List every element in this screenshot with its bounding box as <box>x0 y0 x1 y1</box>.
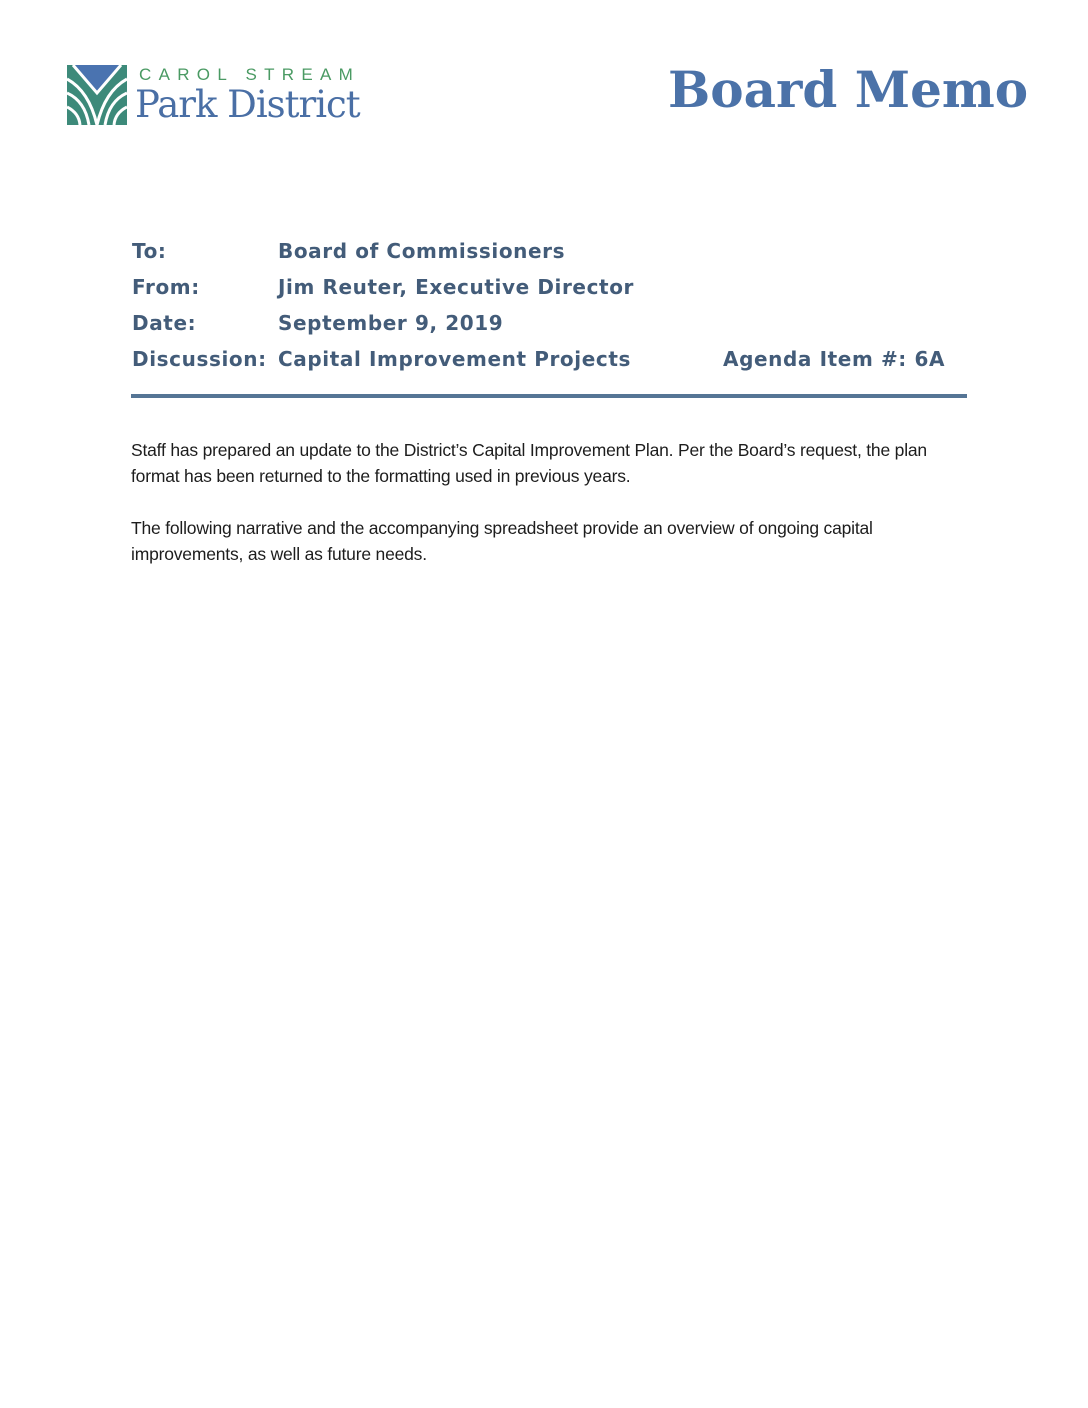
header-label: Date: <box>132 311 197 335</box>
header-label: From: <box>132 275 200 299</box>
agenda-item-number: Agenda Item #: 6A <box>723 347 946 371</box>
logo-org-name-small: CAROL STREAM <box>139 65 361 84</box>
memo-title: Board Memo <box>668 60 1029 119</box>
header-label: To: <box>132 239 167 263</box>
header-divider <box>131 394 967 398</box>
body-paragraph: The following narrative and the accompanying spreadsheet provide an overview of ongoing capital improvements, as well as future needs. <box>131 518 873 564</box>
header-label: Discussion: <box>132 347 267 371</box>
header-value: September 9, 2019 <box>278 311 504 335</box>
body-paragraph: Staff has prepared an update to the District’s Capital Improvement Plan. Per the Board’s request, the plan format has been returned to the formatting used in previous years. <box>131 440 927 486</box>
header-value: Board of Commissioners <box>278 239 566 263</box>
park-district-logo-mark-icon <box>67 65 127 125</box>
header-value: Jim Reuter, Executive Director <box>278 275 635 299</box>
logo-org-name-large: Park District <box>135 83 360 126</box>
header-value: Capital Improvement Projects <box>278 347 631 371</box>
